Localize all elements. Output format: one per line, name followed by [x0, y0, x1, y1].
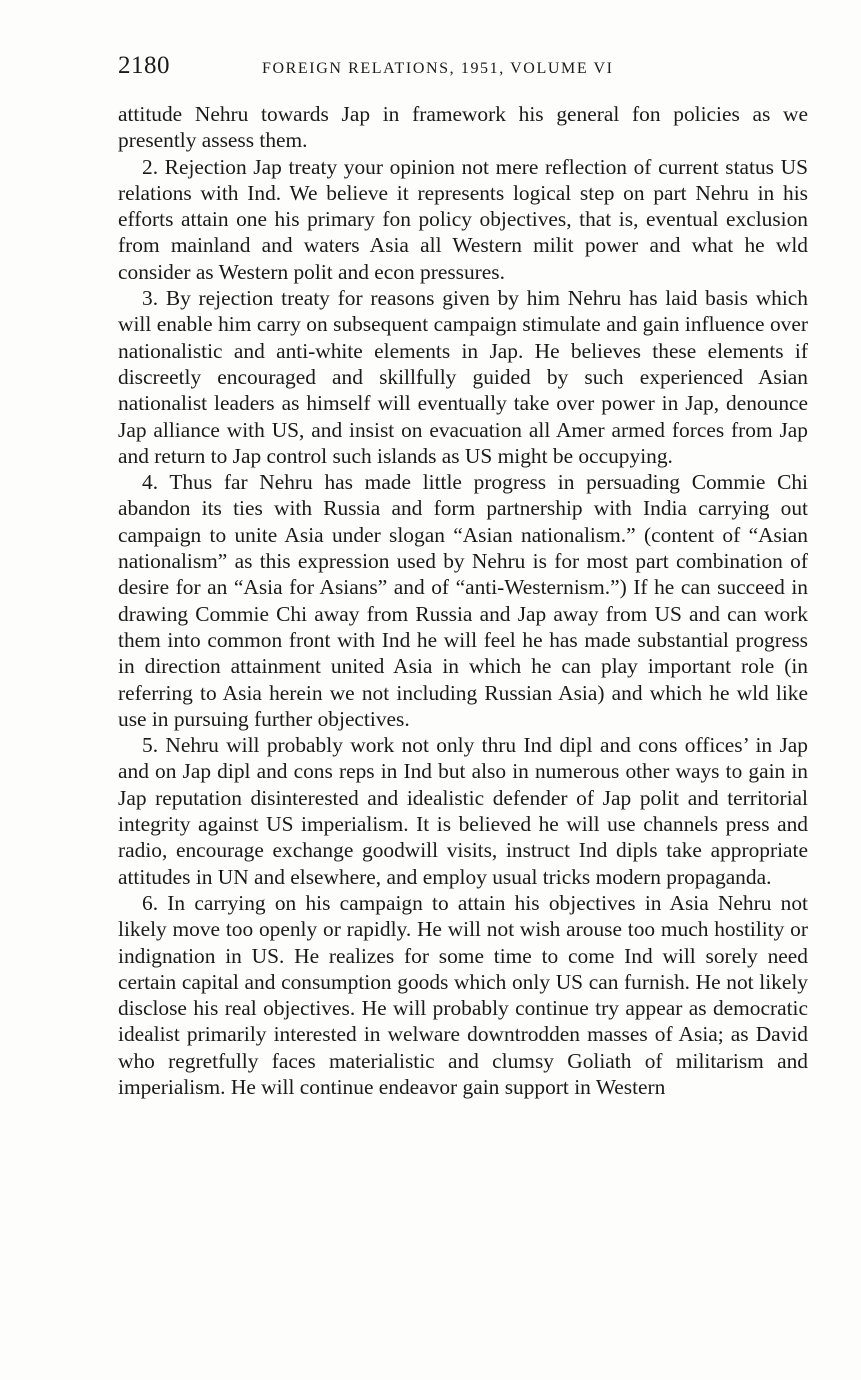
paragraph-3: 3. By rejection treaty for reasons given by him Nehru has laid basis which will enable him carry on subsequent campaign stimulate and gain influence over nationalistic and anti-white elements in Jap. He believes these elements if discreetly encouraged and skillfully guided by such experienced Asian nationalist leaders as himself will eventually take over power in Jap, denounce Jap alliance with US, and insist on evacuation all Amer armed forces from Jap and return to Jap control such islands as US might be occupying.	[118, 286, 808, 468]
body-text	[118, 101, 808, 1100]
page-number: 2180	[118, 52, 170, 79]
paragraph-5: 5. Nehru will probably work not only thru Ind dipl and cons offices’ in Jap and on Jap dipl and cons reps in Ind but also in numerous other ways to gain in Jap reputation disinterested and idealistic defender of Jap polit and territorial integrity against US imperialism. It is believed he will use channels press and radio, encourage exchange goodwill visits, instruct Ind dipls take appropriate attitudes in UN and elsewhere, and employ usual tricks modern propaganda.	[118, 733, 808, 889]
paragraph-6: 6. In carrying on his campaign to attain his objectives in Asia Nehru not likely move too openly or rapidly. He will not wish arouse too much hostility or indignation in US. He realizes for some time to come Ind will sorely need certain capital and consumption goods which only US can furnish. He not likely disclose his real objectives. He will probably continue try appear as democratic idealist primarily interested in welware downtrodden masses of Asia; as David who regretfully faces materialistic and clumsy Goliath of militarism and imperialism. He will continue endeavor gain support in Western	[118, 890, 808, 1099]
paragraph-continuation: attitude Nehru towards Jap in framework his general fon policies as we presently assess them.	[118, 102, 808, 153]
paragraph-4: 4. Thus far Nehru has made little progress in persuading Commie Chi abandon its ties with Russia and form partnership with India carrying out campaign to unite Asia under slogan “Asian nationalism.” (content of “Asian nationalism” as this expression used by Nehru is for most part combination of desire for an “Asia for Asians” and of “anti-Westernism.”) If he can succeed in drawing Commie Chi away from Russia and Jap away from US and can work them into common front with Ind he will feel he has made substantial progress in direction attainment united Asia in which he can play important role (in referring to Asia herein we not including Russian Asia) and which he wld like use in pursuing further objectives.	[118, 470, 808, 731]
paragraph-2: 2. Rejection Jap treaty your opinion not mere reflection of current status US relations with Ind. We believe it represents logical step on part Nehru in his efforts attain one his primary fon policy objectives, that is, eventual exclusion from mainland and waters Asia all Western milit power and what he wld consider as Western polit and econ pressures.	[118, 154, 808, 284]
running-head	[118, 52, 808, 86]
header-title: FOREIGN RELATIONS, 1951, VOLUME VI	[262, 60, 614, 77]
